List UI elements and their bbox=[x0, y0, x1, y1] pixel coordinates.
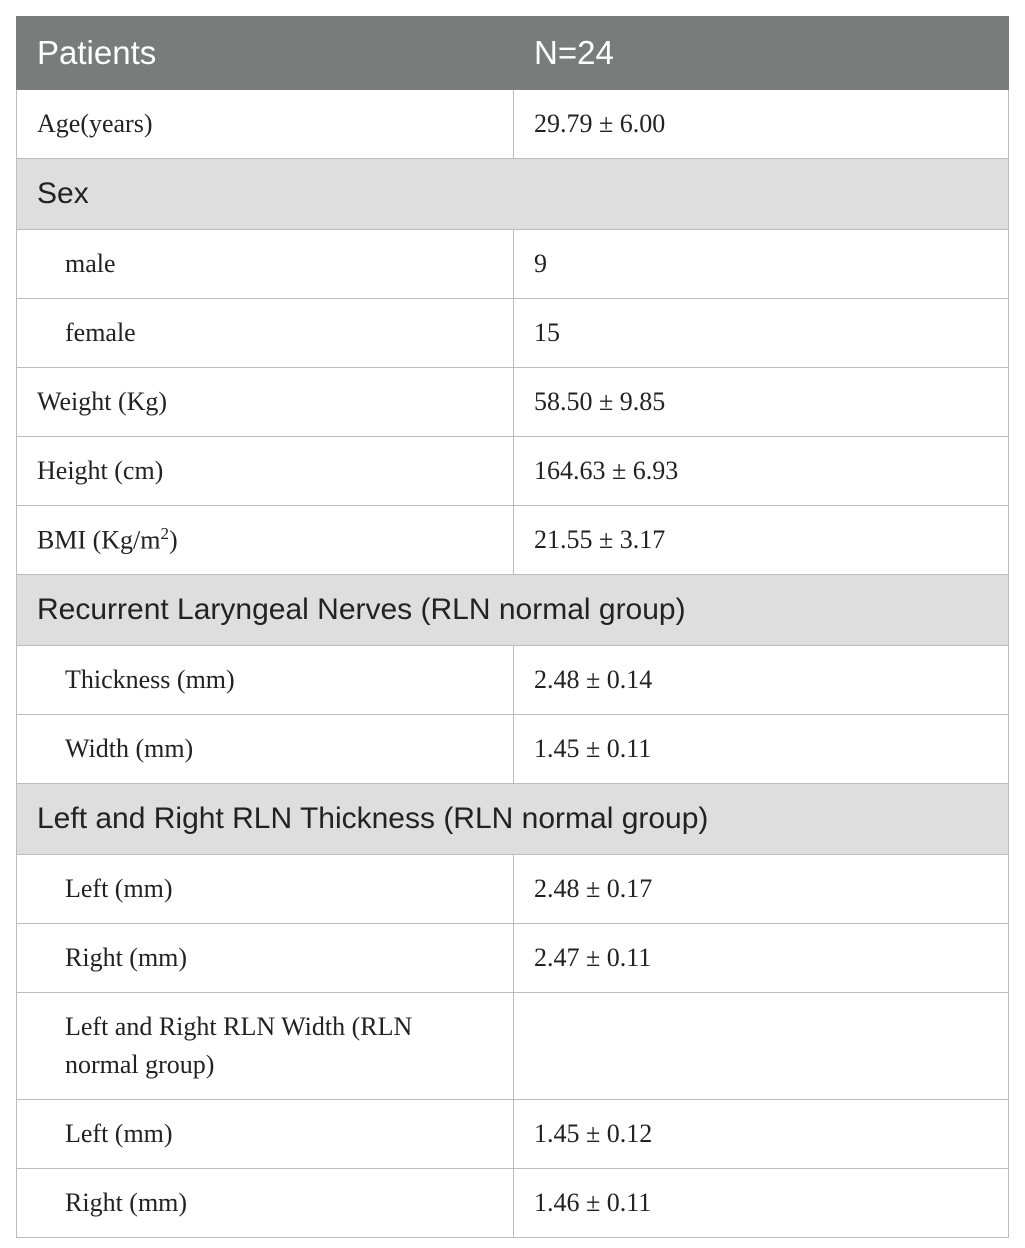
section-row-lr-thickness bbox=[17, 784, 1009, 855]
lr-width-value bbox=[514, 993, 1009, 1100]
table-row-rln-thickness bbox=[17, 646, 1009, 715]
weight-label: Weight (Kg) bbox=[17, 368, 514, 437]
table-row-lr-thickness-left bbox=[17, 855, 1009, 924]
lr-thickness-left-label: Left (mm) bbox=[17, 855, 514, 924]
table-row-age bbox=[17, 90, 1009, 159]
lr-thickness-section-title: Left and Right RLN Thickness (RLN normal group) bbox=[17, 784, 1009, 855]
header-label: Patients bbox=[17, 17, 514, 90]
height-label: Height (cm) bbox=[17, 437, 514, 506]
age-value: 29.79 ± 6.00 bbox=[514, 90, 1009, 159]
lr-width-label: Left and Right RLN Width (RLN normal group) bbox=[17, 993, 514, 1100]
bmi-label-text: BMI (Kg/m bbox=[37, 525, 161, 555]
header-value: N=24 bbox=[514, 17, 1009, 90]
table-row-lr-width-left bbox=[17, 1100, 1009, 1169]
female-value: 15 bbox=[514, 299, 1009, 368]
lr-thickness-left-value: 2.48 ± 0.17 bbox=[514, 855, 1009, 924]
lr-width-left-label: Left (mm) bbox=[17, 1100, 514, 1169]
weight-value: 58.50 ± 9.85 bbox=[514, 368, 1009, 437]
table-row-rln-width bbox=[17, 715, 1009, 784]
lr-width-left-value: 1.45 ± 0.12 bbox=[514, 1100, 1009, 1169]
male-label: male bbox=[17, 230, 514, 299]
table-header-row bbox=[17, 17, 1009, 90]
table-row-lr-width-right bbox=[17, 1169, 1009, 1238]
lr-width-right-value: 1.46 ± 0.11 bbox=[514, 1169, 1009, 1238]
table-row-bmi bbox=[17, 506, 1009, 575]
table-row-weight bbox=[17, 368, 1009, 437]
age-label: Age(years) bbox=[17, 90, 514, 159]
patient-characteristics-table bbox=[16, 16, 1009, 1238]
table-row-female bbox=[17, 299, 1009, 368]
male-value: 9 bbox=[514, 230, 1009, 299]
rln-thickness-label: Thickness (mm) bbox=[17, 646, 514, 715]
lr-width-right-label: Right (mm) bbox=[17, 1169, 514, 1238]
lr-thickness-right-label: Right (mm) bbox=[17, 924, 514, 993]
sex-section-title: Sex bbox=[17, 159, 1009, 230]
rln-width-value: 1.45 ± 0.11 bbox=[514, 715, 1009, 784]
rln-thickness-value: 2.48 ± 0.14 bbox=[514, 646, 1009, 715]
bmi-label bbox=[17, 506, 514, 575]
bmi-value: 21.55 ± 3.17 bbox=[514, 506, 1009, 575]
rln-width-label: Width (mm) bbox=[17, 715, 514, 784]
table-row-height bbox=[17, 437, 1009, 506]
section-row-rln bbox=[17, 575, 1009, 646]
rln-section-title: Recurrent Laryngeal Nerves (RLN normal group) bbox=[17, 575, 1009, 646]
height-value: 164.63 ± 6.93 bbox=[514, 437, 1009, 506]
table-row-lr-thickness-right bbox=[17, 924, 1009, 993]
lr-thickness-right-value: 2.47 ± 0.11 bbox=[514, 924, 1009, 993]
table-row-lr-width-heading bbox=[17, 993, 1009, 1100]
section-row-sex bbox=[17, 159, 1009, 230]
bmi-superscript: 2 bbox=[160, 524, 169, 544]
table-row-male bbox=[17, 230, 1009, 299]
female-label: female bbox=[17, 299, 514, 368]
bmi-label-end: ) bbox=[169, 525, 178, 555]
